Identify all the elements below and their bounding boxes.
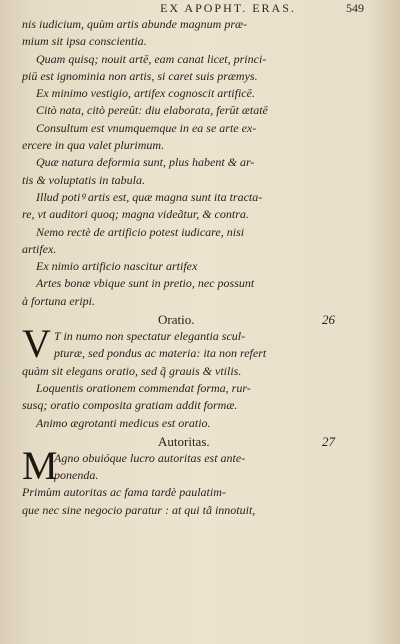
- text-line: Quæ natura deformia sunt, plus habent & ar-: [36, 155, 255, 170]
- text-line: Loquentis orationem commendat forma, rur-: [36, 380, 251, 395]
- section-heading-oratio: [22, 310, 384, 328]
- section-number: 27: [322, 433, 335, 449]
- text-line: ercere in qua valet plurimum.: [22, 138, 165, 153]
- text-line: Illud potiꝰ artis est, quæ magna sunt ita tracta-: [36, 189, 263, 204]
- text-line: que nec sine negocio paratur : at qui tã innotuit,: [22, 502, 256, 517]
- section-heading-autoritas: [22, 432, 384, 450]
- section-number: 26: [322, 312, 335, 328]
- text-line: Citò nata, citò pereūt: diu elaborata, ferūt ætatē: [36, 103, 268, 118]
- text-line: quàm sit elegans oratio, sed q̃ grauis & vtilis.: [22, 363, 242, 378]
- text-line: Primùm autoritas ac fama tardè paulatim-: [22, 485, 226, 500]
- text-line: artifex.: [22, 241, 57, 256]
- section-body-oratio: [22, 321, 384, 432]
- text-line: tis & voluptatis in tabula.: [22, 172, 146, 187]
- text-line: pturæ, sed pondus ac materia: ita non refert: [54, 346, 267, 361]
- text-line: re, vt auditori quoq; magna videãtur, & contra.: [22, 207, 249, 222]
- text-line: susq; oratio composita gratiam addit formæ.: [22, 398, 238, 413]
- text-line: piū est ignominia non artis, si caret suis præmys.: [22, 68, 258, 83]
- section-title: Autoritas.: [158, 433, 210, 449]
- section-title: Oratio.: [158, 312, 195, 328]
- text-line: à fortuna eripi.: [22, 293, 96, 308]
- text-line: mium sit ipsa conscientia.: [22, 34, 147, 49]
- text-line: Ex minimo vestigio, artifex cognoscit artificē.: [36, 86, 255, 101]
- text-line: Artes bonæ vbique sunt in pretio, nec possunt: [36, 276, 255, 291]
- text-line: nis iudicium, quùm artis abunde magnum præ-: [22, 17, 247, 31]
- running-head: EX APOPHT. ERAS.: [160, 1, 296, 15]
- text-line: ponenda.: [54, 468, 99, 483]
- page-number: 549: [346, 1, 364, 15]
- text-line: Consultum est vnumquemque in ea se arte ex-: [36, 120, 257, 135]
- text-line: T in numo non spectatur elegantia scul-: [54, 329, 246, 344]
- text-line: Animo ægrotanti medicus est oratio.: [36, 415, 211, 430]
- text-line: Quam quisq; nouit artē, eam canat licet, princi-: [36, 51, 267, 66]
- section-body-autoritas: [22, 442, 384, 519]
- text-line: Ex nimio artificio nascitur artifex: [36, 259, 198, 274]
- drop-cap: M: [22, 442, 58, 488]
- text-line: Nemo rectè de artificio potest iudicare, nisi: [36, 224, 245, 239]
- drop-cap: V: [22, 321, 51, 367]
- text-body: [22, 16, 384, 519]
- text-line: Agno obuióque lucro autoritas est ante-: [54, 450, 246, 465]
